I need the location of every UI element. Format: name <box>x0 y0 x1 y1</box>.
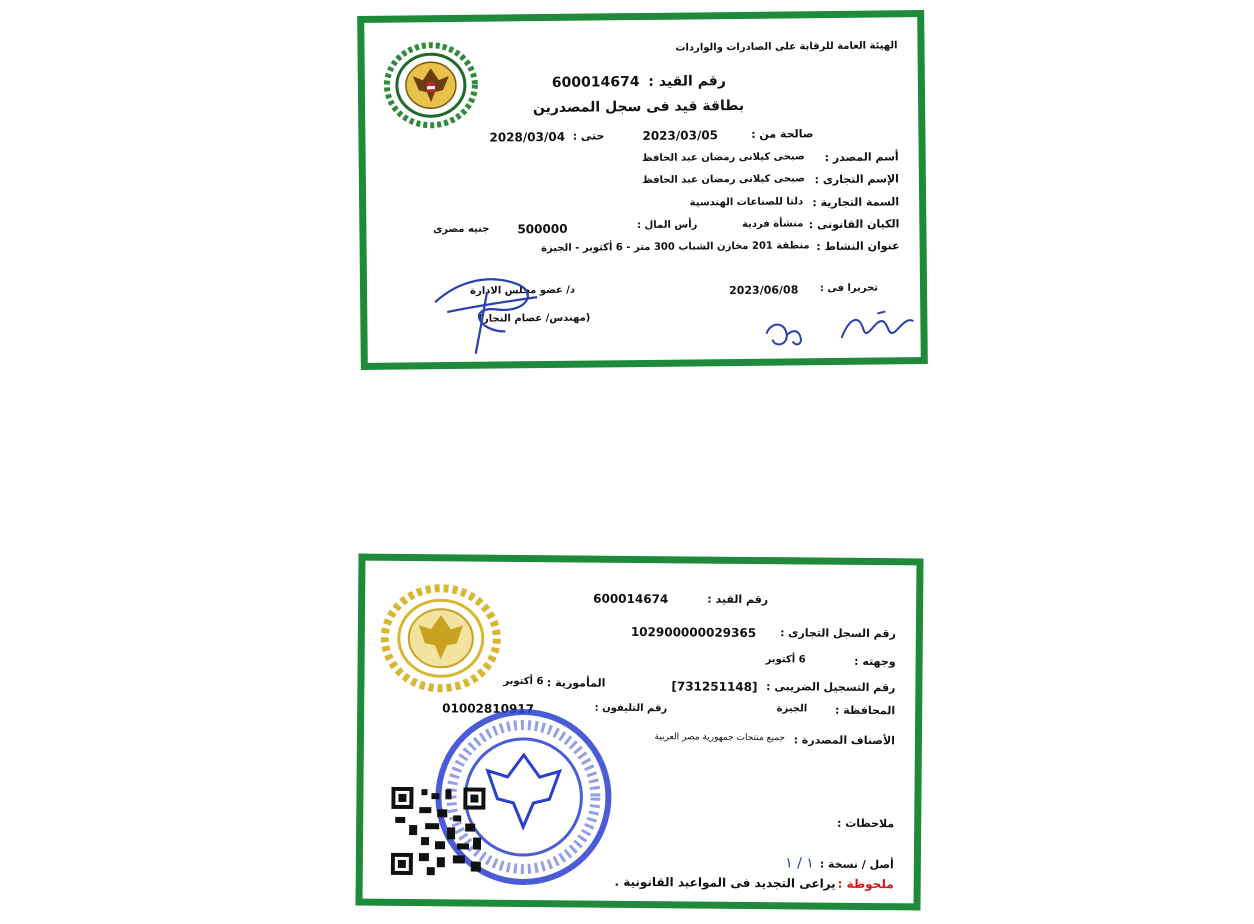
legal-entity-value: منشأة فردية <box>741 218 804 230</box>
commercial-register-label <box>780 627 896 639</box>
capital-value: 500000 <box>517 221 568 237</box>
authority-emblem-icon <box>382 40 479 131</box>
registration-card-back <box>355 554 923 911</box>
registration-card-front <box>357 10 928 370</box>
trademark-label: السمة التجارية : <box>812 195 900 210</box>
original-copy-value: ١ / ١ <box>785 855 814 872</box>
reg-number: 600014674 <box>551 74 640 91</box>
trade-name: صبحى كيلانى رمضان عبد الحافظ <box>642 173 805 187</box>
activity-address: منطقة 201 مخازن الشباب 300 متر - 6 أكتوبر - الجيزة <box>541 240 810 255</box>
exporter-name: صبحى كيلانى رمضان عبد الحافظ <box>642 151 805 165</box>
issued-date: 2023/06/08 <box>728 283 799 298</box>
reg-label: رقم القيد : <box>648 73 726 90</box>
phone-number: 01002810917 <box>442 701 535 717</box>
manager-name: (مهندس/ عصام النجار) <box>478 312 591 325</box>
register-office-label: وجهته : <box>854 654 896 669</box>
manager-signature <box>427 261 548 357</box>
commercial-register-text: رقم السجل التجارى : <box>780 626 896 641</box>
qr-code <box>391 787 488 878</box>
valid-until-label: حتى : <box>572 129 605 143</box>
original-copy-label: أصل / نسخة : <box>819 857 894 872</box>
notes-label: ملاحظات : <box>836 816 895 831</box>
official-signature-2 <box>837 307 917 348</box>
capital-currency: جنيه مصرى <box>432 223 490 236</box>
board-member-title: د/ عضو مجلس الادارة <box>470 284 576 297</box>
commercial-register-number: 102900000029365 <box>630 624 757 641</box>
tax-registration-label: رقم التسجيل الضريبى : <box>766 680 896 695</box>
register-office: 6 أكتوبر <box>765 654 806 666</box>
tax-office: 6 أكتوبر <box>503 675 544 688</box>
valid-from-label: صالحة من : <box>751 127 814 141</box>
remark-label: ملحوظة : <box>837 876 894 892</box>
issued-date-label: تحريرا فى : <box>819 282 879 295</box>
trade-name-label: الإسم التجارى : <box>814 172 899 187</box>
export-categories: جميع منتجات جمهورية مصر العربية <box>654 732 785 744</box>
card-title: بطاقة قيد فى سجل المصدرين <box>532 97 745 117</box>
governorate-label: المحافظة : <box>834 703 896 718</box>
back-reg-label: رقم القيد : <box>707 592 769 607</box>
export-categories-label: الأصناف المصدرة : <box>793 733 895 748</box>
phone-label: رقم التليفون : <box>594 702 668 715</box>
governorate: الجيزة <box>776 703 808 715</box>
remark-text: يراعى التجديد فى المواعيد القانونية . <box>614 874 836 891</box>
legal-entity-label: الكيان القانونى : <box>808 217 900 232</box>
trademark-value: دلتا للصناعات الهندسية <box>689 196 804 209</box>
back-reg-number: 600014674 <box>593 591 669 607</box>
tax-registration-number: [731251148] <box>671 679 758 695</box>
gold-emblem-icon <box>378 583 503 694</box>
official-signature-1 <box>762 313 812 354</box>
valid-from-date: 2023/03/05 <box>642 128 719 143</box>
tax-office-label: المأمورية : <box>546 676 606 690</box>
valid-until-date: 2028/03/04 <box>489 129 566 145</box>
capital-label: رأس المال : <box>637 219 698 232</box>
activity-address-label: عنوان النشاط : <box>816 239 900 254</box>
exporter-name-label: أسم المصدر : <box>824 150 899 165</box>
authority-name: الهيئة العامة للرقابة على الصادرات والواردات <box>675 40 898 54</box>
